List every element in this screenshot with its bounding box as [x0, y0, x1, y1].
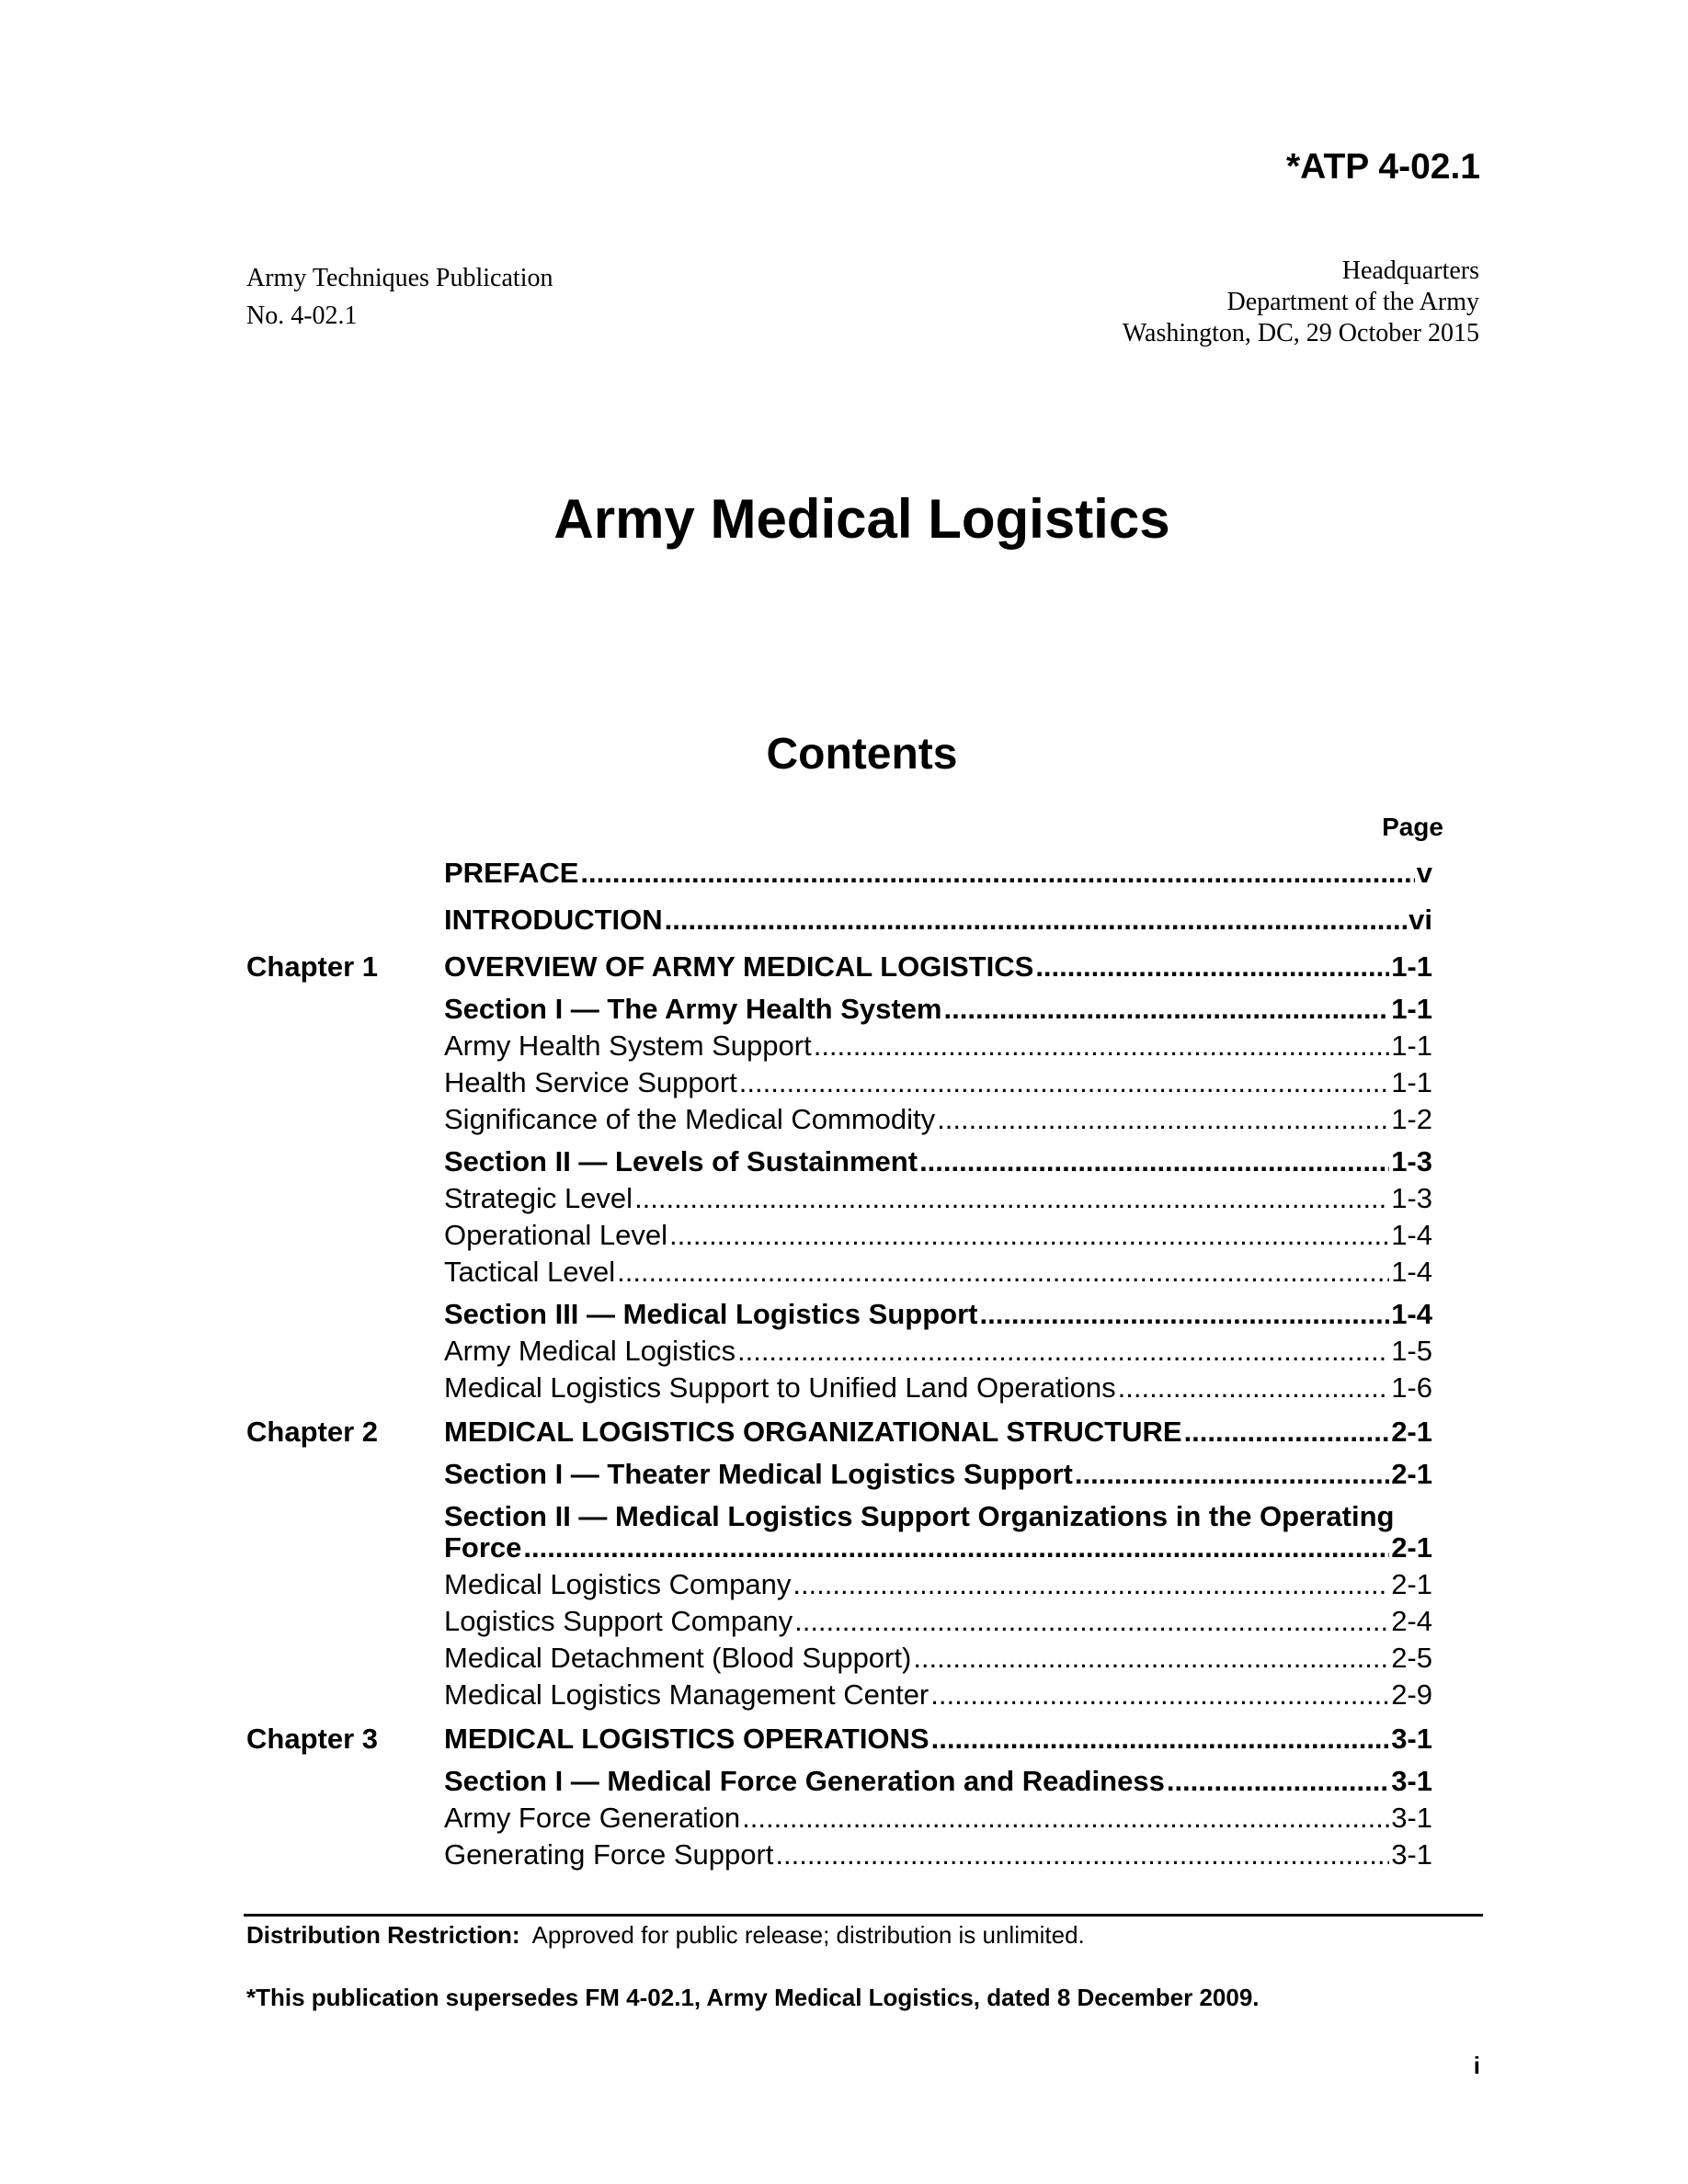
toc-entry	[444, 1145, 1432, 1178]
publication-type: Army Techniques Publication	[246, 264, 553, 292]
toc-row[interactable]	[246, 1765, 1432, 1802]
toc-entry-label: Army Health System Support	[444, 1029, 812, 1062]
toc-entry	[444, 1371, 1432, 1405]
toc-entry-label: Significance of the Medical Commodity	[444, 1103, 936, 1135]
headquarters-info	[1011, 256, 1479, 349]
toc-row[interactable]	[246, 904, 1432, 940]
toc-entry	[444, 1678, 1432, 1712]
toc-entry-label: Medical Logistics Company	[444, 1568, 792, 1600]
toc-entry-label: Section I — The Army Health System	[444, 993, 942, 1025]
distribution-text: Approved for public release; distribution is unlimited.	[531, 1921, 1085, 1949]
toc-chapter-label: Chapter 1	[246, 950, 378, 983]
toc-entry-label: Medical Logistics Management Center	[444, 1678, 930, 1711]
toc-entry-label: Logistics Support Company	[444, 1605, 793, 1637]
toc-entry	[444, 1103, 1432, 1136]
toc-page-number: 3-1	[1391, 1838, 1432, 1871]
toc-entry-label: MEDICAL LOGISTICS OPERATIONS	[444, 1723, 930, 1755]
toc-page-number: 2-9	[1391, 1678, 1432, 1711]
publication-number: No. 4-02.1	[246, 301, 358, 330]
document-number: *ATP 4-02.1	[1286, 147, 1480, 187]
toc-row[interactable]	[246, 1642, 1432, 1678]
toc-entry-label: Tactical Level	[444, 1256, 616, 1288]
toc-entry	[444, 857, 1432, 890]
toc-entry	[444, 1642, 1432, 1675]
toc-page-number: 1-1	[1391, 1066, 1432, 1098]
toc-page-number: vi	[1409, 904, 1432, 936]
document-title: Army Medical Logistics	[553, 488, 1170, 550]
toc-page-number: v	[1416, 857, 1432, 889]
toc-row[interactable]	[246, 1416, 1432, 1452]
toc-entry	[444, 1765, 1432, 1798]
toc-entry-label: Army Force Generation	[444, 1802, 741, 1834]
toc-entry	[444, 1458, 1432, 1491]
toc-row[interactable]	[246, 1145, 1432, 1182]
toc-leader-dots	[1184, 1416, 1390, 1449]
toc-entry-label: Medical Detachment (Blood Support)	[444, 1642, 912, 1674]
toc-leader-dots	[793, 1568, 1389, 1601]
toc-leader-dots	[742, 1802, 1389, 1835]
toc-row[interactable]	[246, 1371, 1432, 1408]
toc-row[interactable]	[246, 993, 1432, 1029]
toc-entry	[444, 1416, 1432, 1449]
toc-row[interactable]	[246, 1103, 1432, 1140]
toc-row[interactable]	[246, 1568, 1432, 1605]
toc-page-number: 2-1	[1391, 1568, 1432, 1600]
hq-line-2: Department of the Army	[1226, 288, 1479, 316]
toc-row[interactable]	[246, 1802, 1432, 1838]
toc-page-number: 2-4	[1391, 1605, 1432, 1637]
toc-entry-label: Section I — Theater Medical Logistics Support	[444, 1458, 1073, 1490]
toc-leader-dots	[937, 1103, 1389, 1136]
toc-page-number: 1-3	[1391, 1145, 1432, 1177]
toc-entry-label: Section I — Medical Force Generation and Readiness	[444, 1765, 1165, 1797]
toc-row[interactable]	[246, 1029, 1432, 1066]
toc-entry	[444, 1256, 1432, 1289]
toc-row[interactable]	[246, 1298, 1432, 1335]
divider	[244, 1914, 1483, 1917]
toc-row[interactable]	[246, 950, 1432, 987]
distribution-label: Distribution Restriction:	[246, 1921, 520, 1949]
toc-leader-dots	[634, 1182, 1389, 1215]
toc-page-number: 1-4	[1391, 1219, 1432, 1251]
toc-page-number: 1-2	[1391, 1103, 1432, 1135]
toc-entry	[444, 993, 1432, 1026]
toc-leader-dots	[919, 1145, 1389, 1178]
toc-leader-dots	[739, 1066, 1389, 1099]
toc-page-number: 1-1	[1391, 1029, 1432, 1062]
toc-page-number: 2-1	[1391, 1416, 1432, 1448]
toc-row[interactable]	[246, 1066, 1432, 1103]
toc-leader-dots	[1035, 950, 1389, 984]
toc-entry	[444, 1066, 1432, 1099]
toc-entry	[444, 1335, 1432, 1368]
toc-entry	[444, 1029, 1432, 1063]
toc-entry-label: INTRODUCTION	[444, 904, 663, 936]
toc-entry-wrapped-line: Section II — Medical Logistics Support Organizations in the Operating	[444, 1500, 1395, 1532]
toc-row[interactable]	[246, 1256, 1432, 1292]
toc-entry	[444, 1568, 1432, 1601]
toc-page-number: 1-1	[1391, 993, 1432, 1025]
toc-entry	[444, 1802, 1432, 1835]
toc-row[interactable]	[246, 1838, 1432, 1875]
toc-chapter-label: Chapter 3	[246, 1723, 378, 1755]
toc-row[interactable]	[246, 1605, 1432, 1642]
toc-row[interactable]	[246, 857, 1432, 893]
toc-leader-dots	[814, 1029, 1389, 1063]
toc-entry-label: Medical Logistics Support to Unified Land Operations	[444, 1371, 1116, 1404]
toc-page-number: 1-5	[1391, 1335, 1432, 1367]
toc-entry	[444, 1605, 1432, 1638]
toc-leader-dots	[617, 1256, 1389, 1289]
toc-entry	[444, 1298, 1432, 1331]
toc-entry-label: PREFACE	[444, 857, 579, 889]
toc-leader-dots	[794, 1605, 1389, 1638]
toc-leader-dots	[665, 904, 1407, 937]
toc-page-number: 2-1	[1391, 1531, 1432, 1564]
toc-leader-dots	[931, 1723, 1390, 1756]
toc-entry	[444, 1182, 1432, 1215]
toc-row[interactable]	[246, 1531, 1432, 1568]
toc-page-number: 2-5	[1391, 1642, 1432, 1674]
toc-page-number: 1-3	[1391, 1182, 1432, 1214]
toc-entry-label: Army Medical Logistics	[444, 1335, 736, 1367]
contents-heading: Contents	[766, 730, 958, 779]
toc-entry-label: MEDICAL LOGISTICS ORGANIZATIONAL STRUCTURE	[444, 1416, 1182, 1448]
toc-entry-label: OVERVIEW OF ARMY MEDICAL LOGISTICS	[444, 950, 1034, 983]
toc-leader-dots	[944, 993, 1390, 1026]
toc-entry	[444, 1838, 1432, 1871]
toc-leader-dots	[1167, 1765, 1389, 1798]
toc-row[interactable]	[246, 1458, 1432, 1495]
toc-page-number: 1-4	[1391, 1256, 1432, 1288]
toc-page-number: 1-4	[1391, 1298, 1432, 1330]
toc-page-number: 3-1	[1391, 1802, 1432, 1834]
hq-line-1: Headquarters	[1341, 256, 1479, 285]
distribution-restriction	[246, 1921, 1085, 1950]
toc-leader-dots	[580, 857, 1414, 890]
publication-info	[246, 259, 553, 335]
toc-entry-label: Generating Force Support	[444, 1838, 774, 1871]
toc-entry	[444, 904, 1432, 937]
toc-entry-label: Force	[444, 1531, 522, 1564]
toc-leader-dots	[1075, 1458, 1389, 1491]
toc-row[interactable]	[246, 1219, 1432, 1256]
toc-row[interactable]	[246, 1723, 1432, 1759]
page-number: i	[1473, 2052, 1480, 2079]
toc-leader-dots	[913, 1642, 1389, 1675]
toc-entry	[444, 1531, 1432, 1564]
toc-page-number: 1-1	[1391, 950, 1432, 983]
hq-line-3: Washington, DC, 29 October 2015	[1122, 319, 1479, 347]
toc-page-number: 2-1	[1391, 1458, 1432, 1490]
toc-leader-dots	[930, 1678, 1389, 1712]
toc-leader-dots	[669, 1219, 1389, 1252]
page-column-label: Page	[1382, 813, 1443, 841]
toc-row[interactable]	[246, 1678, 1432, 1715]
toc-chapter-label: Chapter 2	[246, 1416, 378, 1448]
toc-entry-label: Operational Level	[444, 1219, 667, 1251]
toc-entry-label: Strategic Level	[444, 1182, 633, 1214]
toc-leader-dots	[523, 1531, 1389, 1564]
toc-row[interactable]	[246, 1182, 1432, 1219]
toc-page-number: 3-1	[1391, 1723, 1432, 1755]
toc-entry	[444, 1219, 1432, 1252]
toc-entry-label: Health Service Support	[444, 1066, 737, 1098]
toc-entry	[444, 1723, 1432, 1756]
toc-leader-dots	[737, 1335, 1389, 1368]
toc-page-number: 3-1	[1391, 1765, 1432, 1797]
toc-entry-label: Section III — Medical Logistics Support	[444, 1298, 978, 1330]
toc-leader-dots	[1118, 1371, 1390, 1405]
supersedes-note: *This publication supersedes FM 4-02.1, Army Medical Logistics, dated 8 December 2009.	[246, 1984, 1260, 2011]
toc-row[interactable]	[246, 1335, 1432, 1371]
toc-entry-label: Section II — Levels of Sustainment	[444, 1145, 918, 1177]
toc-page-number: 1-6	[1391, 1371, 1432, 1404]
toc-entry	[444, 950, 1432, 984]
toc-leader-dots	[979, 1298, 1389, 1331]
toc-leader-dots	[775, 1838, 1389, 1871]
